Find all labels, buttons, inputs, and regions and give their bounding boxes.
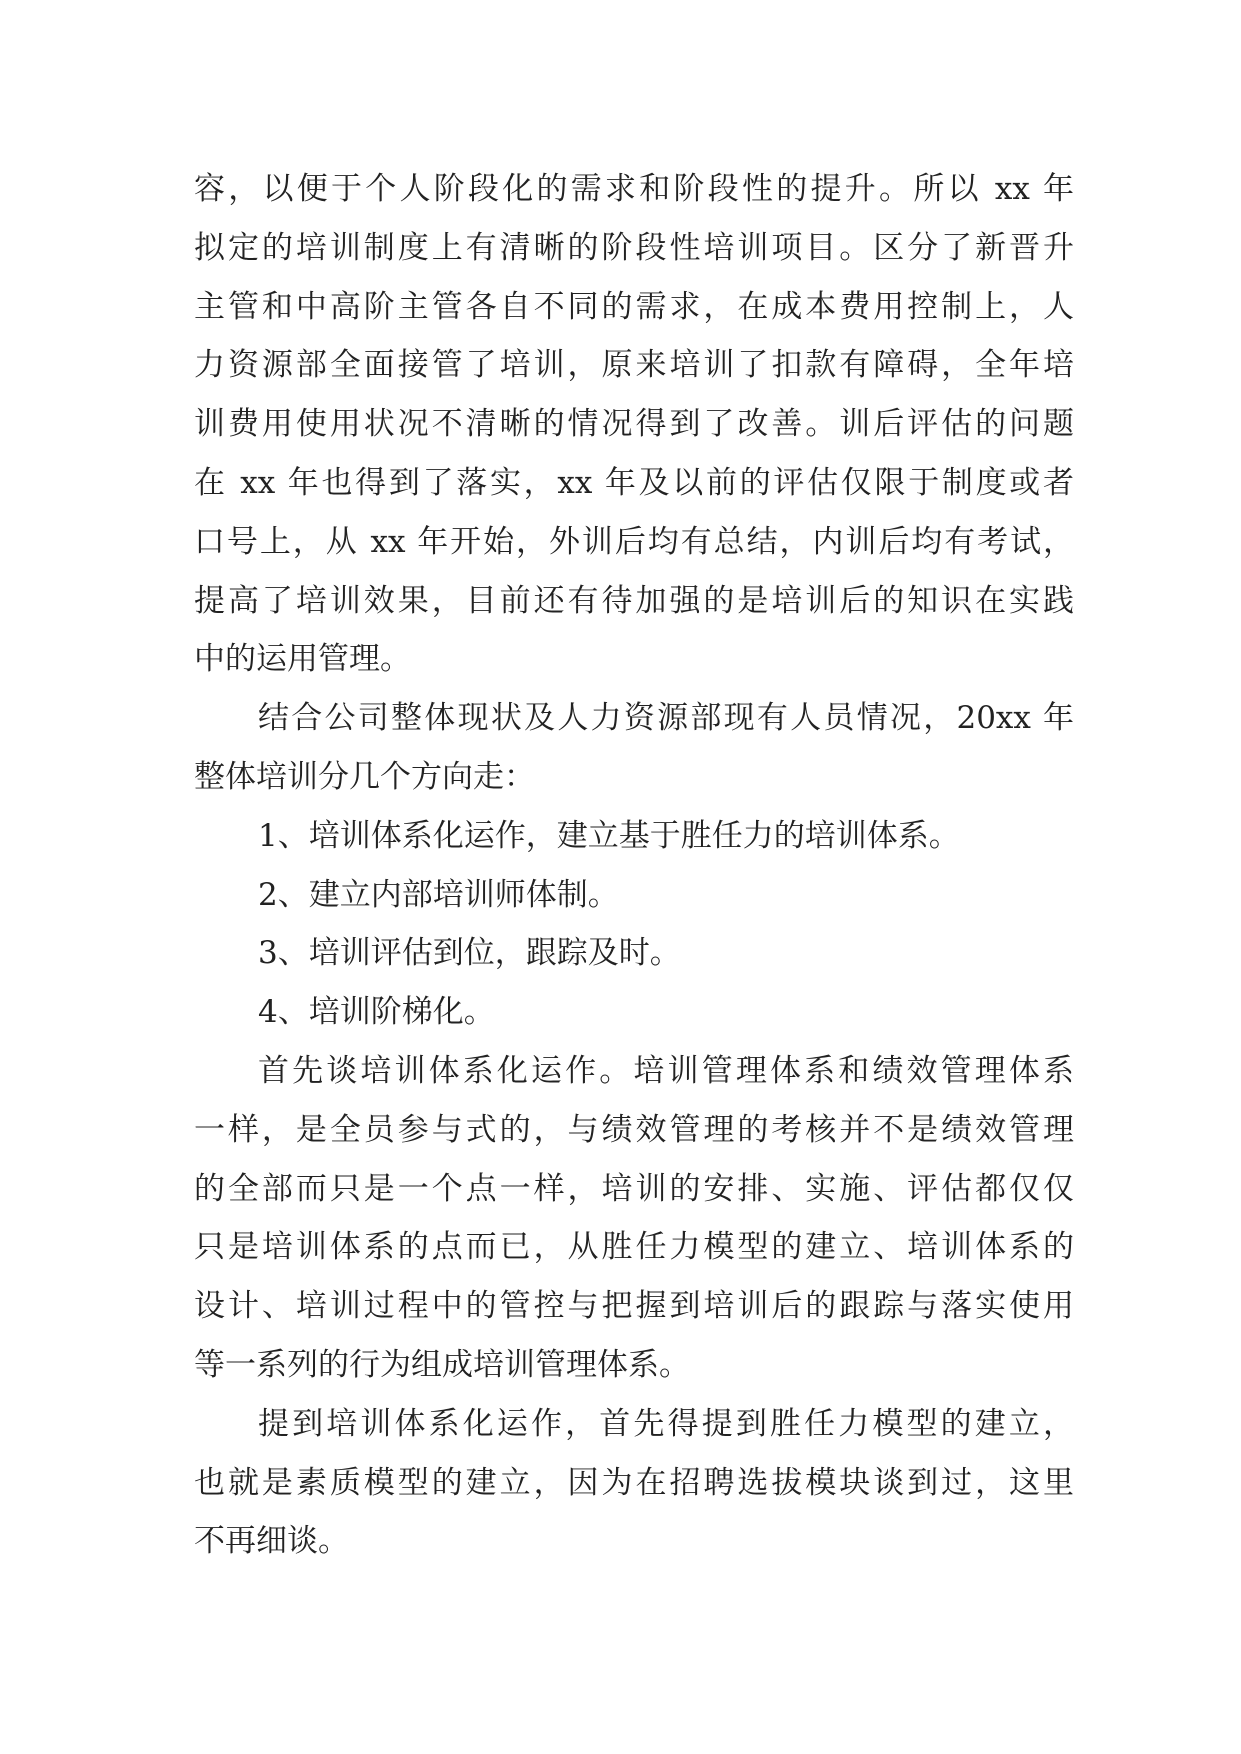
text-line: 结合公司整体现状及人力资源部现有人员情况，20xx 年: [258, 700, 1074, 737]
text-line: 2、建立内部培训师体制。: [258, 876, 619, 913]
text-line: 力资源部全面接管了培训，原来培训了扣款有障碍，全年培: [194, 347, 1074, 384]
text-line: 3、培训评估到位，跟踪及时。: [258, 935, 681, 972]
text-line: 也就是素质模型的建立，因为在招聘选拔模块谈到过，这里: [194, 1464, 1074, 1501]
text-line: 提到培训体系化运作，首先得提到胜任力模型的建立，: [258, 1405, 1074, 1442]
text-line: 设计、培训过程中的管控与把握到培训后的跟踪与落实使用: [194, 1288, 1074, 1325]
text-line: 整体培训分几个方向走：: [194, 758, 535, 795]
body-text: [194, 160, 1074, 1571]
text-line: 口号上，从 xx 年开始，外训后均有总结，内训后均有考试，: [194, 523, 1074, 560]
text-line: 训费用使用状况不清晰的情况得到了改善。训后评估的问题: [194, 406, 1074, 443]
text-line: 1、培训体系化运作，建立基于胜任力的培训体系。: [258, 817, 960, 854]
text-line: 只是培训体系的点而已，从胜任力模型的建立、培训体系的: [194, 1229, 1074, 1266]
text-line: 一样，是全员参与式的，与绩效管理的考核并不是绩效管理: [194, 1111, 1074, 1148]
text-line: 提高了培训效果，目前还有待加强的是培训后的知识在实践: [194, 582, 1074, 619]
text-line: 拟定的培训制度上有清晰的阶段性培训项目。区分了新晋升: [194, 229, 1074, 266]
text-line: 中的运用管理。: [194, 641, 411, 678]
text-line: 4、培训阶梯化。: [258, 994, 495, 1031]
text-line: 不再细谈。: [194, 1523, 349, 1560]
text-line: 在 xx 年也得到了落实，xx 年及以前的评估仅限于制度或者: [194, 464, 1074, 501]
text-line: 首先谈培训体系化运作。培训管理体系和绩效管理体系: [258, 1052, 1074, 1089]
text-line: 等一系列的行为组成培训管理体系。: [194, 1346, 690, 1383]
text-line: 的全部而只是一个点一样，培训的安排、实施、评估都仅仅: [194, 1170, 1074, 1207]
text-line: 主管和中高阶主管各自不同的需求，在成本费用控制上，人: [194, 288, 1074, 325]
text-line: 容，以便于个人阶段化的需求和阶段性的提升。所以 xx 年: [194, 171, 1074, 207]
